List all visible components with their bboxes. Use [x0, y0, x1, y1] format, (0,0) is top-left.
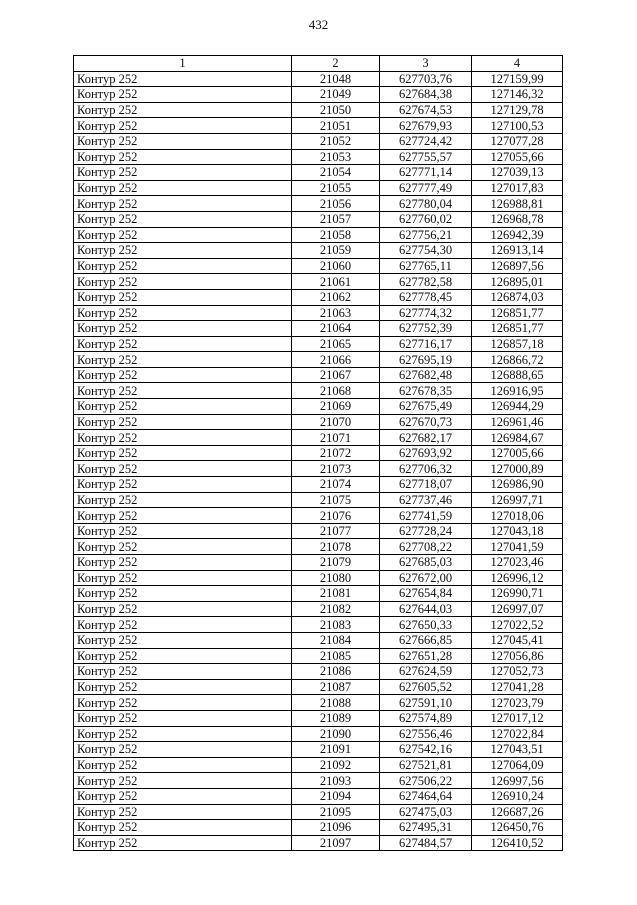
contour-name-cell: Контур 252 [74, 726, 292, 742]
contour-name-cell: Контур 252 [74, 352, 292, 368]
point-number-cell: 21068 [292, 383, 380, 399]
contour-name-cell: Контур 252 [74, 773, 292, 789]
point-number-cell: 21064 [292, 321, 380, 337]
contour-name-cell: Контур 252 [74, 570, 292, 586]
contour-name-cell: Контур 252 [74, 788, 292, 804]
table-row [74, 664, 563, 680]
contour-name-cell: Контур 252 [74, 617, 292, 633]
point-number-cell: 21087 [292, 679, 380, 695]
contour-name-cell: Контур 252 [74, 461, 292, 477]
contour-name-cell: Контур 252 [74, 492, 292, 508]
contour-name-cell: Контур 252 [74, 632, 292, 648]
contour-name-cell: Контур 252 [74, 710, 292, 726]
contour-name-cell: Контур 252 [74, 664, 292, 680]
contour-name-cell: Контур 252 [74, 102, 292, 118]
table-row [74, 648, 563, 664]
y-coordinate-cell: 127077,28 [472, 133, 563, 149]
point-number-cell: 21090 [292, 726, 380, 742]
point-number-cell: 21079 [292, 555, 380, 571]
contour-name-cell: Контур 252 [74, 133, 292, 149]
page-number: 432 [308, 17, 329, 32]
point-number-cell: 21086 [292, 664, 380, 680]
contour-name-cell: Контур 252 [74, 196, 292, 212]
contour-name-cell: Контур 252 [74, 211, 292, 227]
x-coordinate-cell: 627693,92 [380, 445, 472, 461]
y-coordinate-cell: 126913,14 [472, 243, 563, 259]
x-coordinate-cell: 627574,89 [380, 710, 472, 726]
contour-name-cell: Контур 252 [74, 679, 292, 695]
x-coordinate-cell: 627774,32 [380, 305, 472, 321]
contour-name-cell: Контур 252 [74, 804, 292, 820]
x-coordinate-cell: 627780,04 [380, 196, 472, 212]
x-coordinate-cell: 627756,21 [380, 227, 472, 243]
x-coordinate-cell: 627765,11 [380, 258, 472, 274]
table-header [74, 56, 563, 72]
x-coordinate-cell: 627718,07 [380, 477, 472, 493]
x-coordinate-cell: 627782,58 [380, 274, 472, 290]
point-number-cell: 21065 [292, 336, 380, 352]
table-row [74, 367, 563, 383]
x-coordinate-cell: 627752,39 [380, 321, 472, 337]
contour-name-cell: Контур 252 [74, 601, 292, 617]
y-coordinate-cell: 126895,01 [472, 274, 563, 290]
y-coordinate-cell: 126986,90 [472, 477, 563, 493]
point-number-cell: 21077 [292, 523, 380, 539]
y-coordinate-cell: 127022,52 [472, 617, 563, 633]
table-row [74, 710, 563, 726]
point-number-cell: 21062 [292, 289, 380, 305]
column-header-1: 1 [74, 56, 292, 72]
table-row [74, 445, 563, 461]
y-coordinate-cell: 126997,07 [472, 601, 563, 617]
column-header-3: 3 [380, 56, 472, 72]
table-row [74, 742, 563, 758]
table-row [74, 289, 563, 305]
y-coordinate-cell: 126997,71 [472, 492, 563, 508]
x-coordinate-cell: 627685,03 [380, 555, 472, 571]
table-row [74, 102, 563, 118]
y-coordinate-cell: 126942,39 [472, 227, 563, 243]
table-row [74, 586, 563, 602]
point-number-cell: 21097 [292, 835, 380, 851]
table-row [74, 352, 563, 368]
contour-name-cell: Контур 252 [74, 523, 292, 539]
point-number-cell: 21076 [292, 508, 380, 524]
point-number-cell: 21073 [292, 461, 380, 477]
y-coordinate-cell: 126410,52 [472, 835, 563, 851]
point-number-cell: 21071 [292, 430, 380, 446]
y-coordinate-cell: 126851,77 [472, 305, 563, 321]
y-coordinate-cell: 126997,56 [472, 773, 563, 789]
contour-name-cell: Контур 252 [74, 258, 292, 274]
x-coordinate-cell: 627675,49 [380, 399, 472, 415]
y-coordinate-cell: 127100,53 [472, 118, 563, 134]
point-number-cell: 21075 [292, 492, 380, 508]
table-row [74, 508, 563, 524]
contour-name-cell: Контур 252 [74, 757, 292, 773]
x-coordinate-cell: 627716,17 [380, 336, 472, 352]
point-number-cell: 21061 [292, 274, 380, 290]
x-coordinate-cell: 627682,48 [380, 367, 472, 383]
table-row [74, 243, 563, 259]
contour-name-cell: Контур 252 [74, 742, 292, 758]
y-coordinate-cell: 127017,12 [472, 710, 563, 726]
point-number-cell: 21049 [292, 87, 380, 103]
y-coordinate-cell: 127022,84 [472, 726, 563, 742]
contour-name-cell: Контур 252 [74, 118, 292, 134]
point-number-cell: 21060 [292, 258, 380, 274]
table-row [74, 601, 563, 617]
table-row [74, 539, 563, 555]
x-coordinate-cell: 627591,10 [380, 695, 472, 711]
table-row [74, 133, 563, 149]
table-row [74, 274, 563, 290]
coordinates-table [73, 55, 563, 851]
table-row [74, 305, 563, 321]
contour-name-cell: Контур 252 [74, 180, 292, 196]
point-number-cell: 21070 [292, 414, 380, 430]
y-coordinate-cell: 127043,18 [472, 523, 563, 539]
point-number-cell: 21052 [292, 133, 380, 149]
table-row [74, 461, 563, 477]
y-coordinate-cell: 127017,83 [472, 180, 563, 196]
y-coordinate-cell: 126990,71 [472, 586, 563, 602]
x-coordinate-cell: 627654,84 [380, 586, 472, 602]
x-coordinate-cell: 627771,14 [380, 165, 472, 181]
table-row [74, 555, 563, 571]
point-number-cell: 21083 [292, 617, 380, 633]
table-row [74, 414, 563, 430]
point-number-cell: 21066 [292, 352, 380, 368]
point-number-cell: 21069 [292, 399, 380, 415]
table-row [74, 523, 563, 539]
contour-name-cell: Контур 252 [74, 274, 292, 290]
contour-name-cell: Контур 252 [74, 430, 292, 446]
table-row [74, 477, 563, 493]
y-coordinate-cell: 127045,41 [472, 632, 563, 648]
point-number-cell: 21055 [292, 180, 380, 196]
point-number-cell: 21089 [292, 710, 380, 726]
y-coordinate-cell: 126851,77 [472, 321, 563, 337]
point-number-cell: 21074 [292, 477, 380, 493]
point-number-cell: 21080 [292, 570, 380, 586]
point-number-cell: 21082 [292, 601, 380, 617]
x-coordinate-cell: 627728,24 [380, 523, 472, 539]
point-number-cell: 21050 [292, 102, 380, 118]
y-coordinate-cell: 127052,73 [472, 664, 563, 680]
x-coordinate-cell: 627674,53 [380, 102, 472, 118]
table-row [74, 430, 563, 446]
table-row [74, 258, 563, 274]
contour-name-cell: Контур 252 [74, 321, 292, 337]
point-number-cell: 21093 [292, 773, 380, 789]
contour-name-cell: Контур 252 [74, 165, 292, 181]
contour-name-cell: Контур 252 [74, 835, 292, 851]
x-coordinate-cell: 627760,02 [380, 211, 472, 227]
point-number-cell: 21078 [292, 539, 380, 555]
contour-name-cell: Контур 252 [74, 87, 292, 103]
point-number-cell: 21081 [292, 586, 380, 602]
point-number-cell: 21094 [292, 788, 380, 804]
y-coordinate-cell: 126910,24 [472, 788, 563, 804]
y-coordinate-cell: 127129,78 [472, 102, 563, 118]
x-coordinate-cell: 627521,81 [380, 757, 472, 773]
y-coordinate-cell: 127023,46 [472, 555, 563, 571]
table-row [74, 227, 563, 243]
table-row [74, 180, 563, 196]
table-row [74, 804, 563, 820]
y-coordinate-cell: 127039,13 [472, 165, 563, 181]
contour-name-cell: Контур 252 [74, 71, 292, 87]
contour-name-cell: Контур 252 [74, 508, 292, 524]
y-coordinate-cell: 127041,28 [472, 679, 563, 695]
x-coordinate-cell: 627650,33 [380, 617, 472, 633]
table-row [74, 118, 563, 134]
table-row [74, 492, 563, 508]
table-row [74, 757, 563, 773]
header-row [74, 56, 563, 72]
point-number-cell: 21092 [292, 757, 380, 773]
y-coordinate-cell: 126866,72 [472, 352, 563, 368]
contour-name-cell: Контур 252 [74, 445, 292, 461]
y-coordinate-cell: 126984,67 [472, 430, 563, 446]
table-row [74, 617, 563, 633]
contour-name-cell: Контур 252 [74, 586, 292, 602]
x-coordinate-cell: 627670,73 [380, 414, 472, 430]
contour-name-cell: Контур 252 [74, 414, 292, 430]
table-body [74, 71, 563, 851]
table-row [74, 165, 563, 181]
y-coordinate-cell: 127055,66 [472, 149, 563, 165]
x-coordinate-cell: 627682,17 [380, 430, 472, 446]
y-coordinate-cell: 127041,59 [472, 539, 563, 555]
y-coordinate-cell: 126897,56 [472, 258, 563, 274]
table-row [74, 336, 563, 352]
y-coordinate-cell: 127023,79 [472, 695, 563, 711]
point-number-cell: 21088 [292, 695, 380, 711]
y-coordinate-cell: 127000,89 [472, 461, 563, 477]
contour-name-cell: Контур 252 [74, 555, 292, 571]
contour-name-cell: Контур 252 [74, 820, 292, 836]
point-number-cell: 21091 [292, 742, 380, 758]
table-row [74, 383, 563, 399]
y-coordinate-cell: 126944,29 [472, 399, 563, 415]
x-coordinate-cell: 627679,93 [380, 118, 472, 134]
table-row [74, 632, 563, 648]
contour-name-cell: Контур 252 [74, 383, 292, 399]
x-coordinate-cell: 627708,22 [380, 539, 472, 555]
point-number-cell: 21056 [292, 196, 380, 212]
table-row [74, 149, 563, 165]
y-coordinate-cell: 126916,95 [472, 383, 563, 399]
y-coordinate-cell: 127018,06 [472, 508, 563, 524]
x-coordinate-cell: 627542,16 [380, 742, 472, 758]
table-row [74, 196, 563, 212]
table-row [74, 87, 563, 103]
contour-name-cell: Контур 252 [74, 695, 292, 711]
contour-name-cell: Контур 252 [74, 477, 292, 493]
point-number-cell: 21054 [292, 165, 380, 181]
table-row [74, 211, 563, 227]
x-coordinate-cell: 627672,00 [380, 570, 472, 586]
point-number-cell: 21059 [292, 243, 380, 259]
x-coordinate-cell: 627651,28 [380, 648, 472, 664]
y-coordinate-cell: 126888,65 [472, 367, 563, 383]
x-coordinate-cell: 627464,64 [380, 788, 472, 804]
contour-name-cell: Контур 252 [74, 399, 292, 415]
y-coordinate-cell: 126687,26 [472, 804, 563, 820]
contour-name-cell: Контур 252 [74, 227, 292, 243]
x-coordinate-cell: 627495,31 [380, 820, 472, 836]
y-coordinate-cell: 127146,32 [472, 87, 563, 103]
y-coordinate-cell: 126968,78 [472, 211, 563, 227]
contour-name-cell: Контур 252 [74, 289, 292, 305]
table-row [74, 695, 563, 711]
point-number-cell: 21095 [292, 804, 380, 820]
column-header-4: 4 [472, 56, 563, 72]
x-coordinate-cell: 627624,59 [380, 664, 472, 680]
x-coordinate-cell: 627703,76 [380, 71, 472, 87]
y-coordinate-cell: 126988,81 [472, 196, 563, 212]
point-number-cell: 21067 [292, 367, 380, 383]
table-row [74, 835, 563, 851]
table-row [74, 71, 563, 87]
contour-name-cell: Контур 252 [74, 243, 292, 259]
contour-name-cell: Контур 252 [74, 648, 292, 664]
x-coordinate-cell: 627695,19 [380, 352, 472, 368]
point-number-cell: 21048 [292, 71, 380, 87]
x-coordinate-cell: 627605,52 [380, 679, 472, 695]
point-number-cell: 21072 [292, 445, 380, 461]
x-coordinate-cell: 627777,49 [380, 180, 472, 196]
y-coordinate-cell: 127056,86 [472, 648, 563, 664]
y-coordinate-cell: 127043,51 [472, 742, 563, 758]
y-coordinate-cell: 126450,76 [472, 820, 563, 836]
y-coordinate-cell: 126996,12 [472, 570, 563, 586]
point-number-cell: 21057 [292, 211, 380, 227]
x-coordinate-cell: 627741,59 [380, 508, 472, 524]
contour-name-cell: Контур 252 [74, 539, 292, 555]
x-coordinate-cell: 627556,46 [380, 726, 472, 742]
x-coordinate-cell: 627484,57 [380, 835, 472, 851]
table-row [74, 679, 563, 695]
x-coordinate-cell: 627684,38 [380, 87, 472, 103]
point-number-cell: 21051 [292, 118, 380, 134]
point-number-cell: 21063 [292, 305, 380, 321]
table-row [74, 773, 563, 789]
x-coordinate-cell: 627778,45 [380, 289, 472, 305]
contour-name-cell: Контур 252 [74, 367, 292, 383]
point-number-cell: 21096 [292, 820, 380, 836]
x-coordinate-cell: 627666,85 [380, 632, 472, 648]
x-coordinate-cell: 627678,35 [380, 383, 472, 399]
y-coordinate-cell: 126857,18 [472, 336, 563, 352]
x-coordinate-cell: 627754,30 [380, 243, 472, 259]
y-coordinate-cell: 126874,03 [472, 289, 563, 305]
y-coordinate-cell: 127159,99 [472, 71, 563, 87]
point-number-cell: 21053 [292, 149, 380, 165]
x-coordinate-cell: 627506,22 [380, 773, 472, 789]
contour-name-cell: Контур 252 [74, 305, 292, 321]
y-coordinate-cell: 127005,66 [472, 445, 563, 461]
table-row [74, 726, 563, 742]
contour-name-cell: Контур 252 [74, 149, 292, 165]
x-coordinate-cell: 627475,03 [380, 804, 472, 820]
x-coordinate-cell: 627724,42 [380, 133, 472, 149]
y-coordinate-cell: 127064,09 [472, 757, 563, 773]
point-number-cell: 21084 [292, 632, 380, 648]
table-row [74, 399, 563, 415]
point-number-cell: 21085 [292, 648, 380, 664]
x-coordinate-cell: 627755,57 [380, 149, 472, 165]
column-header-2: 2 [292, 56, 380, 72]
y-coordinate-cell: 126961,46 [472, 414, 563, 430]
table-row [74, 321, 563, 337]
x-coordinate-cell: 627644,03 [380, 601, 472, 617]
x-coordinate-cell: 627737,46 [380, 492, 472, 508]
table-row [74, 788, 563, 804]
table-row [74, 820, 563, 836]
contour-name-cell: Контур 252 [74, 336, 292, 352]
x-coordinate-cell: 627706,32 [380, 461, 472, 477]
table-row [74, 570, 563, 586]
point-number-cell: 21058 [292, 227, 380, 243]
